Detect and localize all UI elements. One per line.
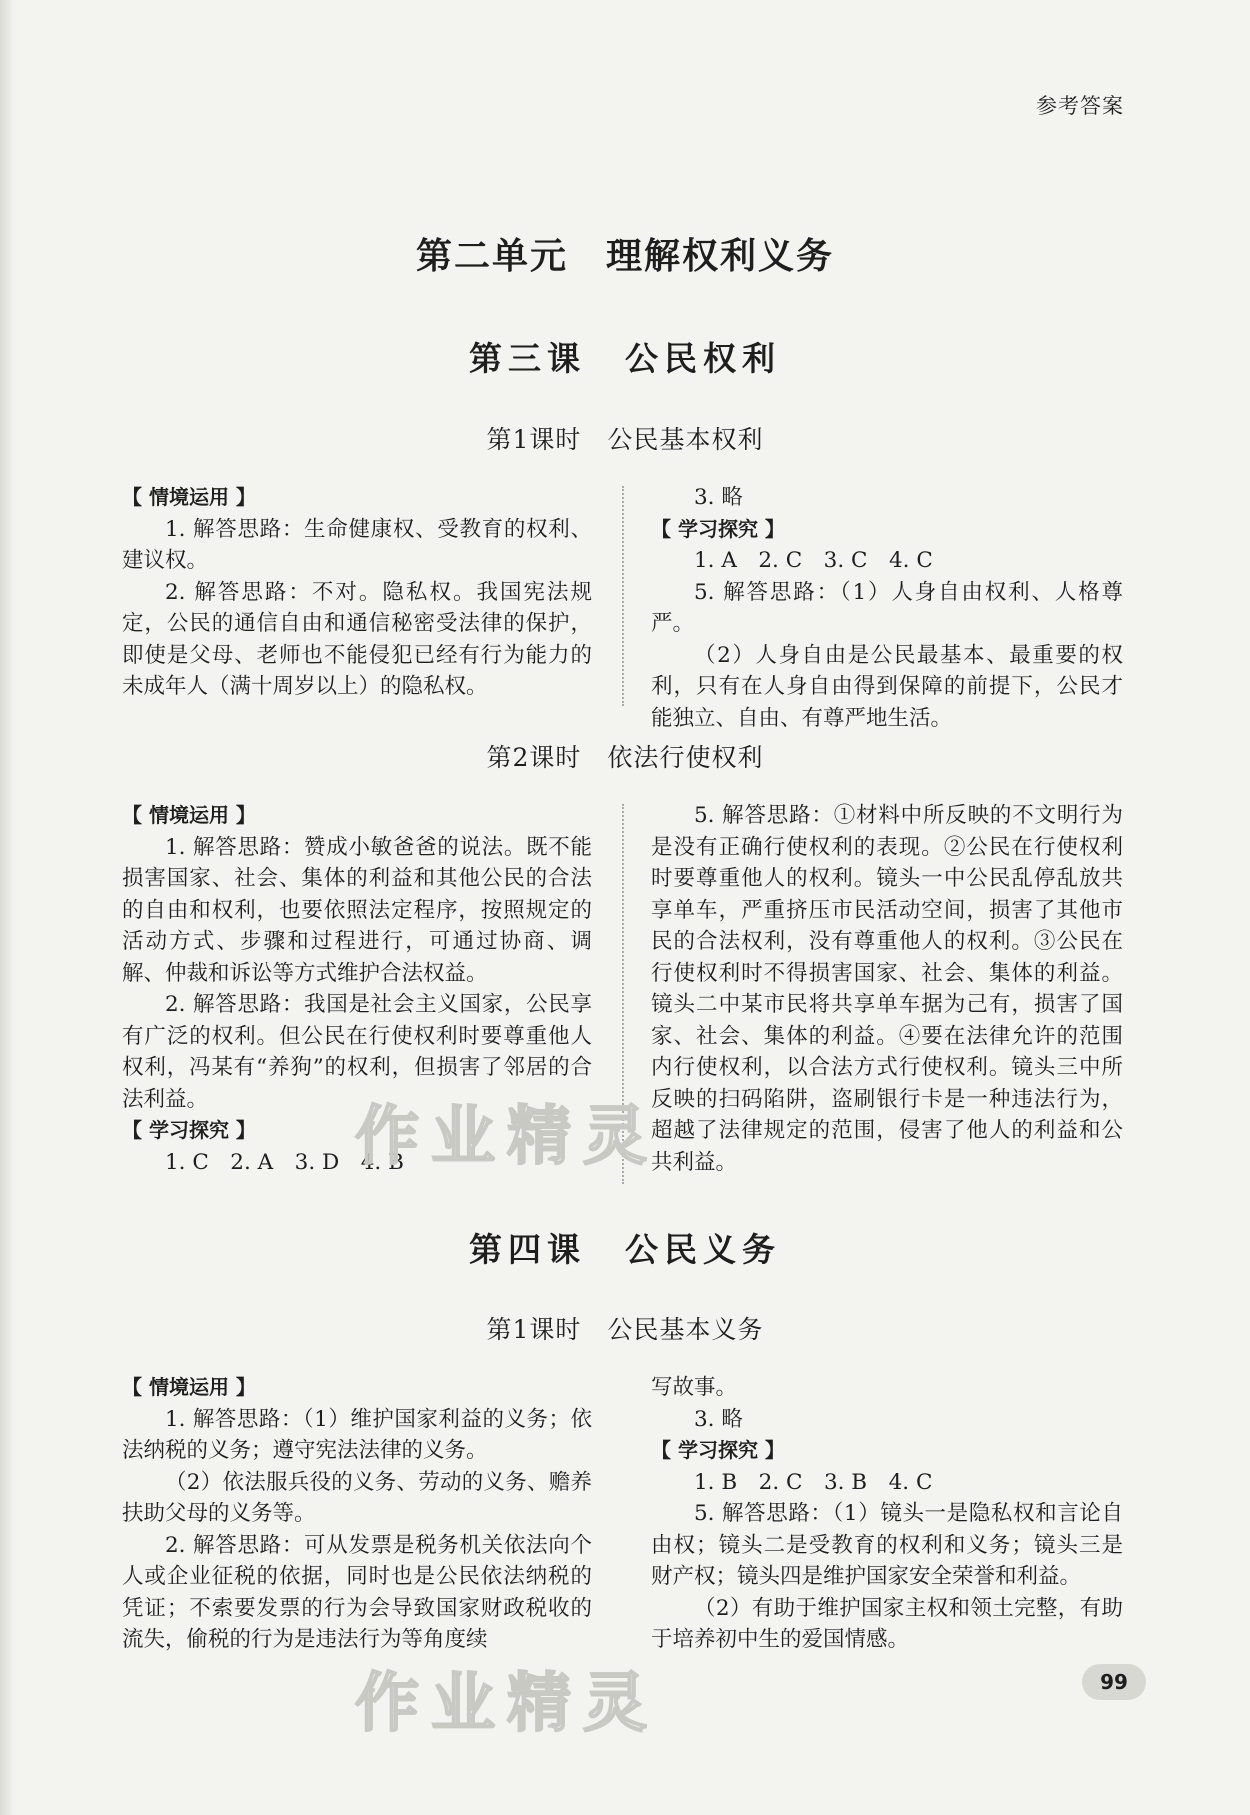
answer-paragraph: 2. 解答思路：不对。隐私权。我国宪法规定，公民的通信自由和通信秘密受法律的保护，即使是父母、老师也不能侵犯已经有行为能力的未成年人（满十周岁以上）的隐私权。 [122, 579, 592, 699]
answer-paragraph: 写故事。 [651, 1375, 738, 1400]
answer-paragraph: 2. 解答思路：我国是社会主义国家，公民享有广泛的权利。但公民在行使权利时要尊重他人权利，冯某有“养狗”的权利，但损害了邻居的合法利益。 [122, 992, 592, 1112]
lesson3-session2-right-column [651, 800, 1123, 1178]
section-heading: 【 学习探究 】 [651, 1438, 785, 1462]
answer-paragraph: 1. B 2. C 3. B 4. C [694, 1469, 933, 1495]
section-heading: 【 情境运用 】 [122, 803, 256, 827]
lesson3-title: 第三课 公民权利 [469, 339, 781, 378]
answer-paragraph: 3. 略 [694, 1406, 743, 1432]
answer-paragraph: 5. 解答思路：（1）人身自由权利、人格尊严。 [651, 579, 1123, 636]
answer-paragraph: 3. 略 [694, 485, 743, 510]
lesson3-session1-title: 第1课时 公民基本权利 [486, 425, 764, 454]
page-number: 99 [1082, 1664, 1146, 1700]
lesson3-session1-left-column [122, 482, 592, 703]
running-header: 参考答案 [1036, 94, 1124, 118]
lesson3-session1-right-column [651, 482, 1123, 734]
answer-paragraph: （2）依法服兵役的义务、劳动的义务、赡养扶助父母的义务等。 [122, 1469, 592, 1526]
section-heading: 【 学习探究 】 [651, 516, 785, 541]
answer-paragraph: 1. 解答思路：赞成小敏爸爸的说法。既不能损害国家、社会、集体的利益和其他公民的合法的自由和权利，也要依照法定程序，按照规定的活动方式、步骤和过程进行，可通过协商、调解、仲裁和诉讼等方式维护合法权益。 [122, 834, 592, 986]
section-heading: 【 学习探究 】 [122, 1118, 256, 1142]
column-divider [622, 486, 624, 706]
answer-paragraph: 2. 解答思路：可从发票是税务机关依法向个人或企业征税的依据，同时也是公民依法纳税的凭证；不索要发票的行为会导致国家财政税收的流失，偷税的行为是违法行为等角度续 [122, 1532, 592, 1652]
answer-paragraph: 1. 解答思路：生命健康权、受教育的权利、建议权。 [122, 516, 592, 573]
answer-paragraph: 5. 解答思路：①材料中所反映的不文明行为是没有正确行使权利的表现。②公民在行使权利时要尊重他人的权利。镜头一中公民乱停乱放共享单车，严重挤压市民活动空间，损害了其他市民的合法权利，没有尊重他人的权利。③公民在行使权利时不得损害国家、社会、集体的利益。镜头二中某市民将共享单车据为己有，损害了国家、社会、集体的利益。④要在法律允许的范围内行使权利，以合法方式行使权利。镜头三中所反映的扫码陷阱，盗刷银行卡是一种违法行为，超越了法律规定的范围，侵害了他人的利益和公共利益。 [651, 803, 1123, 1175]
lesson3-session2-title: 第2课时 依法行使权利 [486, 743, 764, 772]
lesson4-title: 第四课 公民义务 [469, 1230, 781, 1269]
answer-paragraph: 5. 解答思路：（1）镜头一是隐私权和言论自由权；镜头二是受教育的权利和义务；镜头三是财产权；镜头四是维护国家安全荣誉和利益。 [651, 1501, 1123, 1589]
unit-title: 第二单元 理解权利义务 [415, 235, 834, 277]
answer-paragraph: 1. C 2. A 3. D 4. B [165, 1149, 404, 1175]
section-heading: 【 情境运用 】 [122, 1375, 256, 1399]
lesson4-session1-title: 第1课时 公民基本义务 [486, 1315, 764, 1344]
answer-paragraph: （2）有助于维护国家主权和领土完整，有助于培养初中生的爱国情感。 [651, 1595, 1123, 1652]
watermark: 作业精灵 [355, 1099, 659, 1174]
watermark: 作业精灵 [355, 1666, 659, 1741]
answer-paragraph: 1. 解答思路：（1）维护国家利益的义务；依法纳税的义务；遵守宪法法律的义务。 [122, 1406, 592, 1463]
section-heading: 【 情境运用 】 [122, 485, 256, 509]
answer-paragraph: 1. A 2. C 3. C 4. C [694, 548, 933, 573]
answer-paragraph: （2）人身自由是公民最基本、最重要的权利，只有在人身自由得到保障的前提下，公民才能独立、自由、有尊严地生活。 [651, 642, 1123, 731]
lesson4-session1-left-column [122, 1372, 592, 1656]
lesson4-session1-right-column [651, 1372, 1123, 1656]
